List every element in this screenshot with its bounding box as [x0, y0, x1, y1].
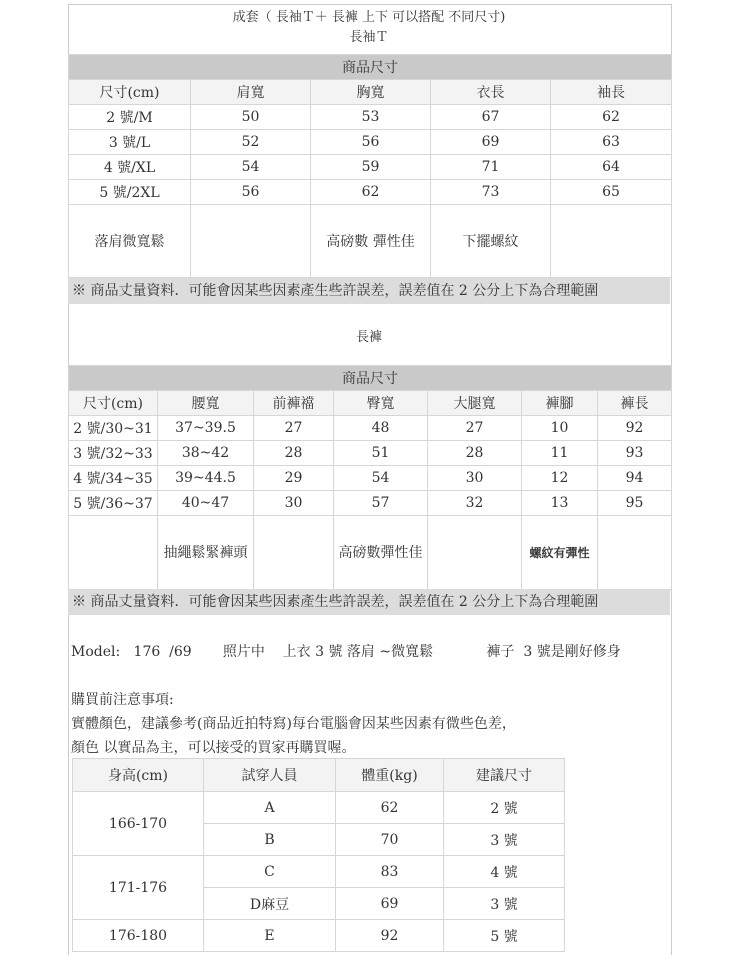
table-row — [69, 491, 672, 516]
cell: 69 — [336, 888, 444, 920]
fit-col-weight: 體重(kg) — [336, 759, 444, 792]
cell: 28 — [428, 441, 522, 466]
cell: 10 — [522, 416, 598, 441]
shirt-table-header: 商品尺寸 — [69, 55, 672, 80]
pants-size-table — [68, 365, 672, 590]
cell: 95 — [598, 491, 672, 516]
cell: 2 號/30~31 — [69, 416, 158, 441]
cell: 62 — [551, 105, 672, 130]
cell: 83 — [336, 856, 444, 888]
feature-cell: 高磅數彈性佳 — [334, 516, 428, 590]
cell: 3 號 — [444, 824, 565, 856]
cell: A — [204, 792, 336, 824]
pants-col-rise: 前褲襠 — [254, 391, 334, 416]
feature-cell — [69, 516, 158, 590]
cell: 70 — [336, 824, 444, 856]
cell: 5 號/2XL — [69, 180, 191, 205]
cell: 5 號 — [444, 920, 565, 952]
cell: B — [204, 824, 336, 856]
cell: 39~44.5 — [158, 466, 254, 491]
feature-cell: 螺紋有彈性 — [522, 516, 598, 590]
cell: 62 — [336, 792, 444, 824]
cell: 53 — [311, 105, 431, 130]
table-row — [73, 856, 565, 888]
cell: 63 — [551, 130, 672, 155]
cell: 3 號 — [444, 888, 565, 920]
feature-cell: 高磅數 彈性佳 — [311, 205, 431, 278]
model-info: Model: 176 /69 照片中 上衣 3 號 落肩 ~微寬鬆 褲子 3 號是剛好修身 — [71, 644, 621, 660]
cell: C — [204, 856, 336, 888]
table-row — [69, 416, 672, 441]
feature-cell — [598, 516, 672, 590]
cell: 94 — [598, 466, 672, 491]
table-row — [69, 180, 672, 205]
height-cell: 176-180 — [73, 920, 204, 952]
cell: 54 — [334, 466, 428, 491]
cell: 54 — [191, 155, 311, 180]
cell: 4 號/34~35 — [69, 466, 158, 491]
cell: 28 — [254, 441, 334, 466]
cell: 50 — [191, 105, 311, 130]
fit-col-tester: 試穿人員 — [204, 759, 336, 792]
notice-line1: 實體顏色，建議參考(商品近拍特寫)每台電腦會因某些因素有微些色差， — [71, 716, 516, 732]
table-row — [69, 441, 672, 466]
shirt-col-sleeve: 袖長 — [551, 80, 672, 105]
cell: 3 號/32~33 — [69, 441, 158, 466]
feature-cell — [551, 205, 672, 278]
title-line1: 成套（ 長袖Ｔ＋ 長褲 上下 可以搭配 不同尺寸) — [232, 10, 506, 25]
cell: 93 — [598, 441, 672, 466]
feature-cell: 落肩微寬鬆 — [69, 205, 191, 278]
table-row — [69, 155, 672, 180]
cell: 52 — [191, 130, 311, 155]
fit-table — [72, 758, 565, 952]
cell: 56 — [191, 180, 311, 205]
cell: 51 — [334, 441, 428, 466]
cell: 32 — [428, 491, 522, 516]
cell: 62 — [311, 180, 431, 205]
table-row — [69, 466, 672, 491]
cell: 92 — [598, 416, 672, 441]
cell: 3 號/L — [69, 130, 191, 155]
cell: 4 號/XL — [69, 155, 191, 180]
shirt-col-size: 尺寸(cm) — [69, 80, 191, 105]
shirt-col-length: 衣長 — [431, 80, 551, 105]
feature-cell — [254, 516, 334, 590]
features-row — [69, 516, 672, 590]
pants-table-header: 商品尺寸 — [69, 366, 672, 391]
cell: 48 — [334, 416, 428, 441]
title-line2: 長袖Ｔ — [349, 30, 389, 45]
cell: E — [204, 920, 336, 952]
pants-col-thigh: 大腿寬 — [428, 391, 522, 416]
page-title — [68, 8, 670, 48]
cell: 56 — [311, 130, 431, 155]
cell: 92 — [336, 920, 444, 952]
table-row — [73, 792, 565, 824]
features-row — [69, 205, 672, 278]
notice-heading: 購買前注意事項: — [71, 692, 174, 708]
table-row — [69, 130, 672, 155]
cell: 73 — [431, 180, 551, 205]
cell: 71 — [431, 155, 551, 180]
pants-col-waist: 腰寬 — [158, 391, 254, 416]
table-row — [73, 920, 565, 952]
cell: 30 — [254, 491, 334, 516]
cell: 29 — [254, 466, 334, 491]
feature-cell — [191, 205, 311, 278]
cell: 5 號/36~37 — [69, 491, 158, 516]
cell: 64 — [551, 155, 672, 180]
cell: 69 — [431, 130, 551, 155]
shirt-size-table — [68, 54, 672, 278]
pants-measure-note: ※ 商品丈量資料．可能會因某些因素產生些許誤差，誤差值在 2 公分上下為合理範圍 — [68, 589, 670, 615]
cell: 13 — [522, 491, 598, 516]
cell: 67 — [431, 105, 551, 130]
feature-cell: 下擺螺紋 — [431, 205, 551, 278]
cell: 27 — [254, 416, 334, 441]
notice-line2: 顏色 以實品為主，可以接受的買家再購買喔。 — [71, 740, 356, 756]
cell: 27 — [428, 416, 522, 441]
cell: 65 — [551, 180, 672, 205]
shirt-col-shoulder: 肩寬 — [191, 80, 311, 105]
pants-col-hip: 臀寬 — [334, 391, 428, 416]
cell: 38~42 — [158, 441, 254, 466]
feature-cell: 抽繩鬆緊褲頭 — [158, 516, 254, 590]
feature-cell — [428, 516, 522, 590]
cell: 30 — [428, 466, 522, 491]
pants-col-hem: 褲腳 — [522, 391, 598, 416]
cell: 11 — [522, 441, 598, 466]
cell: 37~39.5 — [158, 416, 254, 441]
pants-col-length: 褲長 — [598, 391, 672, 416]
pants-col-size: 尺寸(cm) — [69, 391, 158, 416]
cell: 59 — [311, 155, 431, 180]
cell: 2 號 — [444, 792, 565, 824]
fit-col-height: 身高(cm) — [73, 759, 204, 792]
cell: D麻豆 — [204, 888, 336, 920]
cell: 57 — [334, 491, 428, 516]
height-cell: 166-170 — [73, 792, 204, 856]
cell: 40~47 — [158, 491, 254, 516]
shirt-col-chest: 胸寬 — [311, 80, 431, 105]
cell: 4 號 — [444, 856, 565, 888]
table-row — [69, 105, 672, 130]
pants-label: 長褲 — [355, 330, 382, 345]
cell: 12 — [522, 466, 598, 491]
cell: 2 號/M — [69, 105, 191, 130]
height-cell: 171-176 — [73, 856, 204, 920]
fit-col-size: 建議尺寸 — [444, 759, 565, 792]
shirt-measure-note: ※ 商品丈量資料．可能會因某些因素產生些許誤差，誤差值在 2 公分上下為合理範圍 — [68, 278, 670, 304]
